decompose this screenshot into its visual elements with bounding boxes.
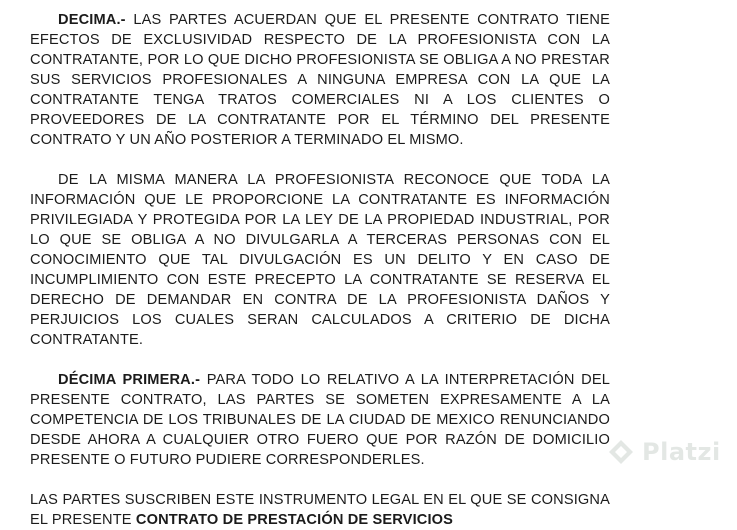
clause-decima-primera-text: PARA TODO LO RELATIVO A LA INTERPRETACIÓN DEL PRESENTE CONTRATO, LAS PARTES SE SOMETEN EXPRESAMENTE A LA COMPETENCIA DE LOS TRIBUNALES DE LA CIUDAD DE MEXICO RENUNCIANDO DESDE AHORA A CUALQUIER OTRO FUERO QUE POR RAZÓN DE DOMICILIO PRESENTE O FUTURO PUDIERE CORRESPONDERLES. (30, 372, 611, 468)
platzi-watermark (606, 437, 721, 467)
clause-decima-heading: DECIMA.- (58, 12, 126, 28)
clause-confidentiality (30, 170, 610, 350)
contract-title-bold: CONTRATO DE PRESTACIÓN DE SERVICIOS (135, 512, 454, 528)
clause-decima-primera-heading: DÉCIMA PRIMERA.- (58, 372, 201, 388)
closing-paragraph (30, 490, 610, 530)
clause-decima (30, 10, 610, 150)
closing-paragraph-text: LAS PARTES SUSCRIBEN ESTE INSTRUMENTO LEGAL EN EL QUE SE CONSIGNA EL PRESENTE (30, 492, 610, 528)
contract-text (30, 10, 610, 530)
clause-confidentiality-text: DE LA MISMA MANERA LA PROFESIONISTA RECONOCE QUE TODA LA INFORMACIÓN QUE LE PROPORCIONE LA CONTRATANTE ES INFORMACIÓN PRIVILEGIADA Y PROTEGIDA POR LA LEY DE LA PROPIEDAD INDUSTRIAL, POR LO QUE SE OBLIGA A NO DIVULGARLA A TERCERAS PERSONAS CON EL CONOCIMIENTO QUE TAL DIVULGACIÓN ES UN DELITO Y EN CASO DE INCUMPLIMIENTO CON ESTE PRECEPTO LA CONTRATANTE SE RESERVA EL DERECHO DE DEMANDAR EN CONTRA DE LA PROFESIONISTA DAÑOS Y PERJUICIOS LOS CUALES SERAN CALCULADOS A CRITERIO DE DICHA CONTRATANTE. (30, 172, 610, 348)
watermark-text: Platzi (642, 438, 721, 466)
clause-decima-primera (30, 370, 610, 470)
clause-decima-text: LAS PARTES ACUERDAN QUE EL PRESENTE CONTRATO TIENE EFECTOS DE EXCLUSIVIDAD RESPECTO DE LA PROFESIONISTA CON LA CONTRATANTE, POR LO QUE DICHO PROFESIONISTA SE OBLIGA A NO PRESTAR SUS SERVICIOS PROFESIONALES A NINGUNA EMPRESA CON LA QUE LA CONTRATANTE TENGA TRATOS COMERCIALES NI A LOS CLIENTES O PROVEEDORES DE LA CONTRATANTE POR EL TÉRMINO DEL PRESENTE CONTRATO Y UN AÑO POSTERIOR A TERMINADO EL MISMO. (30, 12, 610, 148)
platzi-logo-icon (606, 437, 636, 467)
